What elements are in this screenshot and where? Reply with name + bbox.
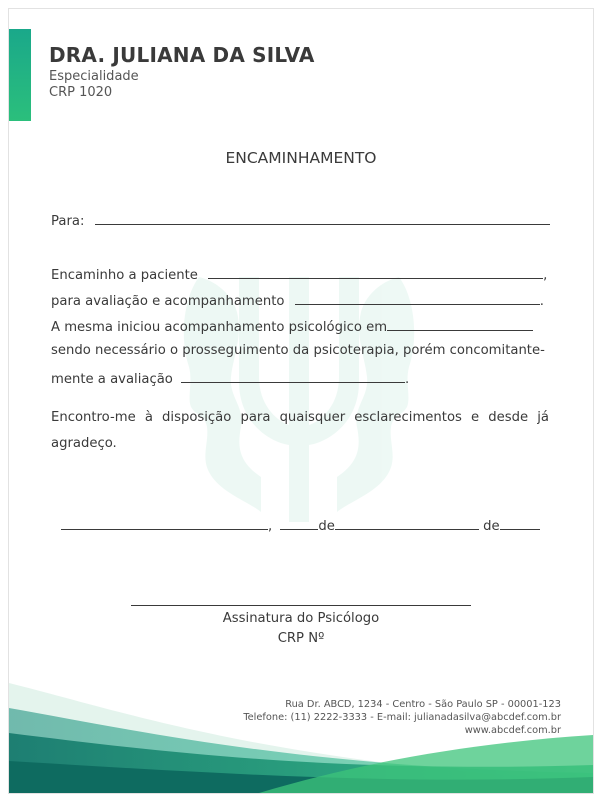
patient-row bbox=[51, 265, 551, 283]
continuation-row bbox=[51, 343, 551, 358]
para-label: Para: bbox=[51, 214, 85, 229]
closing-paragraph: Encontro-me à disposição para quaisquer esclarecimentos e desde já agradeço. bbox=[51, 410, 549, 451]
date-row bbox=[61, 516, 540, 534]
concurrent-eval-field[interactable] bbox=[181, 369, 405, 383]
start-date-field[interactable] bbox=[387, 317, 533, 331]
continuation-text: sendo necessário o prosseguimento da psicoterapia, porém concomitante- bbox=[51, 343, 545, 358]
patient-name-field[interactable] bbox=[208, 265, 543, 279]
recipient-row bbox=[51, 211, 551, 229]
month-field[interactable] bbox=[335, 516, 479, 530]
start-date-row bbox=[51, 317, 551, 335]
footer-wave-decoration bbox=[9, 673, 593, 793]
doctor-crp: CRP 1020 bbox=[49, 85, 113, 100]
city-field[interactable] bbox=[61, 516, 268, 530]
doctor-name: DRA. JULIANA DA SILVA bbox=[49, 43, 315, 67]
year-field[interactable] bbox=[500, 516, 540, 530]
evaluation-row bbox=[51, 291, 551, 309]
signature-crp: CRP Nº bbox=[277, 631, 325, 646]
date-comma: , bbox=[268, 519, 273, 534]
day-field[interactable] bbox=[280, 516, 318, 530]
signature-line[interactable] bbox=[131, 605, 471, 606]
start-date-label: A mesma iniciou acompanhamento psicológico em bbox=[51, 320, 388, 335]
evaluation-row-end: . bbox=[539, 294, 544, 309]
footer-website: www.abcdef.com.br bbox=[464, 725, 561, 736]
footer-address: Rua Dr. ABCD, 1234 - Centro - São Paulo SP - 00001-123 bbox=[285, 699, 561, 710]
doctor-specialty: Especialidade bbox=[49, 69, 139, 84]
concurrent-eval-label: mente a avaliação bbox=[51, 372, 173, 387]
recipient-field[interactable] bbox=[95, 211, 550, 225]
concurrent-eval-end: . bbox=[405, 372, 410, 387]
patient-row-end: , bbox=[543, 268, 548, 283]
patient-label: Encaminho a paciente bbox=[51, 268, 198, 283]
header-accent-bar bbox=[9, 29, 31, 121]
date-de-2: de bbox=[483, 519, 500, 534]
evaluation-field[interactable] bbox=[295, 291, 540, 305]
evaluation-label: para avaliação e acompanhamento bbox=[51, 294, 285, 309]
document-title: ENCAMINHAMENTO bbox=[225, 149, 377, 167]
concurrent-eval-row bbox=[51, 369, 551, 387]
signature-label: Assinatura do Psicólogo bbox=[222, 611, 380, 626]
date-de-1: de bbox=[318, 519, 335, 534]
footer-contact: Telefone: (11) 2222-3333 - E-mail: julianadasilva@abcdef.com.br bbox=[243, 712, 561, 723]
document-page bbox=[8, 8, 594, 794]
